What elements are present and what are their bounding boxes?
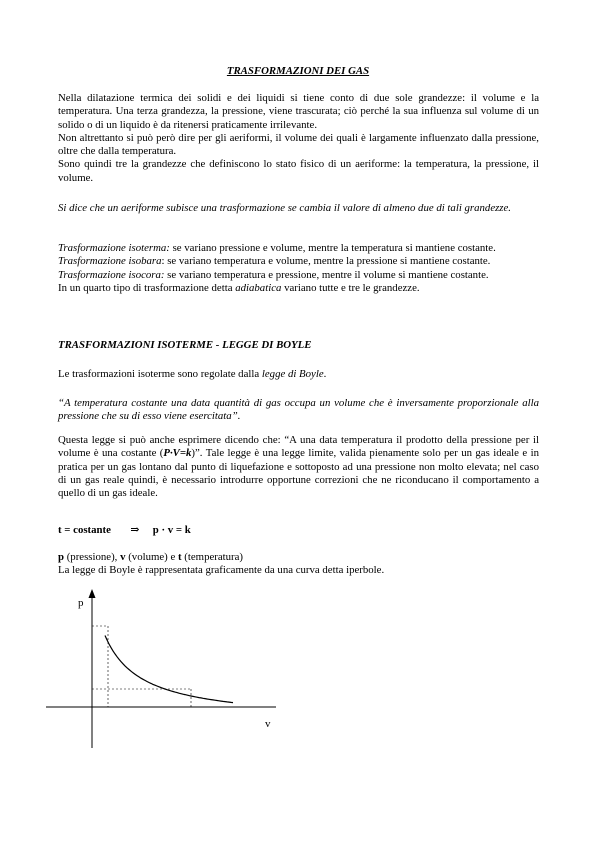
adiabatica-post: variano tutte e tre le grandezze. <box>281 281 420 294</box>
formula-arrow: ⇒ <box>130 524 140 536</box>
graph-caption: La legge di Boyle è rappresentata graficamente da una curva detta iperbole. <box>58 564 385 577</box>
legend-v-desc: (volume) e <box>125 551 178 563</box>
boyle-intro-term: legge di Boyle <box>261 368 324 380</box>
intro-p3: Sono quindi tre la grandezze che definiscono lo stato fisico di un aeriforme: la temperatura, la pressione, il volume. <box>58 158 539 184</box>
page-title: TRASFORMAZIONI DEI GAS <box>226 65 370 77</box>
section-heading-boyle: TRASFORMAZIONI ISOTERME - LEGGE DI BOYLE <box>58 339 312 351</box>
isoterma-term: Trasformazione isoterma: <box>58 242 170 254</box>
intro-p2: Non altrettanto si può però dire per gli aeriformi, il volume dei quali è largamente influenzato dalla pressione, oltre che dalla temperatura. <box>58 131 539 158</box>
boyle-quote: “A temperatura costante una data quantità di gas occupa un volume che è inversamente proporzionale alla pressione che su di esso viene esercitata”. <box>58 397 539 423</box>
legend-p: p <box>58 551 65 563</box>
y-axis-arrow <box>89 589 96 598</box>
isobara-text: : se variano temperatura e volume, mentre la pressione si mantiene costante. <box>161 255 491 268</box>
x-axis-label: v <box>265 718 271 730</box>
adiabatica-term: adiabatica <box>235 281 282 294</box>
hyperbola-curve <box>105 636 233 703</box>
isoterma-text: se variano pressione e volume, mentre la temperatura si mantiene costante. <box>169 242 496 254</box>
formula-left: t = costante <box>58 524 111 536</box>
explanation-post: )”. Tale legge è una legge limite, valida pienamente solo per un gas ideale e in pratica per un gas lontano dal punto di liquefazione e sottoposto ad una pressione non molto elevata; nel caso di un gas reale quindi, è necessario introdurre opportune correzioni che ne riconducano il comportamento a quello di un gas ideale. <box>58 447 539 500</box>
legend-t-desc: (temperatura) <box>181 551 244 563</box>
formula-right: p · v = k <box>152 524 191 536</box>
boyle-intro-post: . <box>323 368 327 380</box>
legend-p-desc: (pressione), <box>64 551 121 563</box>
explanation-pre: Questa legge si può anche esprimere dicendo che: “A una data temperatura il prodotto della pressione per il volume è una costante ( <box>58 434 539 460</box>
adiabatica-pre: In un quarto tipo di trasformazione detta <box>58 281 236 294</box>
definition-paragraph: Si dice che un aeriforme subisce una trasformazione se cambia il valore di almeno due di tali grandezze. <box>58 202 512 214</box>
explanation-formula: P·V=k <box>163 447 192 460</box>
y-axis-label: p <box>78 597 84 609</box>
isocora-term: Trasformazione isocora: <box>58 268 165 281</box>
isobara-term: Trasformazione isobara <box>58 255 162 268</box>
isocora-text: se variano temperatura e pressione, mentre il volume si mantiene costante. <box>164 268 489 281</box>
legend-t: t <box>177 551 182 563</box>
intro-p1: Nella dilatazione termica dei solidi e dei liquidi si tiene conto di due sole grandezze: il volume e la temperatura. Una terza grandezza, la pressione, viene trascurata; ciò perché la sua influenza sul volume di un solido o di un liquido è da ritenersi praticamente irrilevante. <box>58 92 539 131</box>
legend-v: v <box>120 551 126 563</box>
boyle-intro-pre: Le trasformazioni isoterme sono regolate dalla <box>58 368 262 380</box>
